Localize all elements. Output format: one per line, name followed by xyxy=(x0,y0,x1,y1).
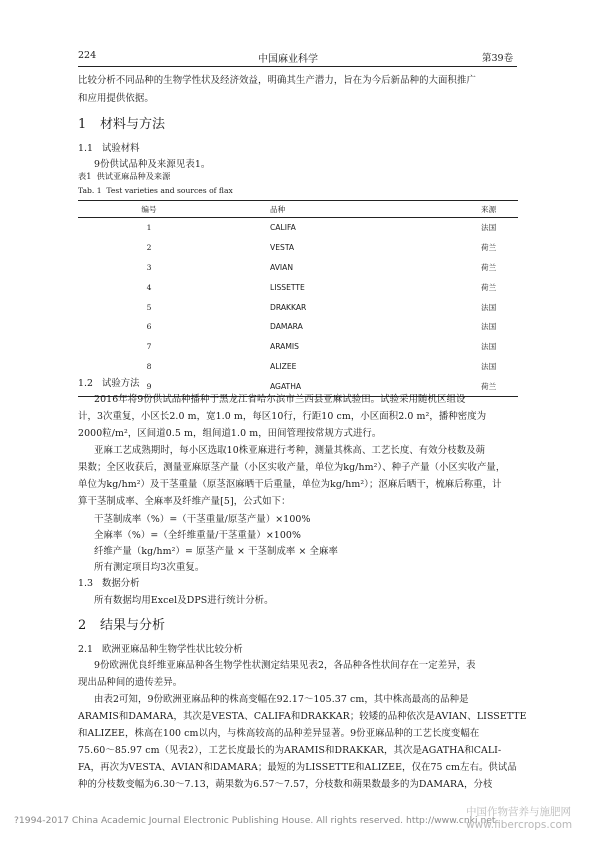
cell-source: 法国 xyxy=(481,322,497,332)
cell-number: 2 xyxy=(146,243,152,253)
repetition-note: 所有测定项目均3次重复。 xyxy=(94,562,205,573)
results-line-4: ARAMIS和DAMARA，其次是VESTA、CALIFA和DRAKKAR；较矮的品种依次是AVIAN、LISSETTE xyxy=(78,711,527,722)
analysis-text: 所有数据均用Excel及DPS进行统计分析。 xyxy=(94,595,274,606)
copyright-footer: ?1994-2017 China Academic Journal Electronic Publishing House. All rights reserved. http://www.cnki.net xyxy=(14,815,496,826)
table-row xyxy=(78,238,518,258)
cell-number: 1 xyxy=(146,223,152,233)
site-watermark xyxy=(466,806,572,832)
table-row xyxy=(78,277,518,297)
table-row xyxy=(78,218,518,238)
cell-number: 5 xyxy=(146,302,152,312)
formula-fiber-rate: 全麻率（%）=（全纤维重量/干茎重量）×100% xyxy=(94,530,301,541)
table-caption-cn xyxy=(78,171,170,182)
subsection-2-1-heading xyxy=(78,641,243,655)
table-row xyxy=(78,357,518,377)
cell-variety: CALIFA xyxy=(270,223,296,233)
formula-dry-stem-rate: 干茎制成率（%）=（干茎重量/原茎产量）×100% xyxy=(94,514,311,525)
cell-number: 9 xyxy=(78,376,220,396)
cell-variety: DAMARA xyxy=(270,322,303,332)
watermark-cn: 中国作物营养与施肥网 xyxy=(466,806,571,818)
table-row xyxy=(78,317,518,337)
results-line-5: 和ALIZEE，株高在100 cm以内，与株高较高的品种差异显著。9份亚麻品种的工艺长度变幅在 xyxy=(78,728,480,739)
subsection-1-3-heading xyxy=(78,575,140,589)
volume-label: 第39卷 xyxy=(482,53,514,64)
results-line-7: FA，再次为VESTA、AVIAN和DAMARA；最短的为LISSETTE和ALIZEE，仅在75 cm左右。供试品 xyxy=(78,762,517,773)
results-line-6: 75.60～85.97 cm（见表2），工艺长度最长的为ARAMIS和DRAKKAR，其次是AGATHA和CALI- xyxy=(78,745,502,756)
cell-variety: AGATHA xyxy=(220,376,431,396)
intro-line-1: 比较分析不同品种的生物学性状及经济效益，明确其生产潜力，旨在为今后新品种的大面积推广 xyxy=(78,75,476,86)
section-number: 1 xyxy=(78,117,87,132)
cell-number: 8 xyxy=(146,361,152,371)
cell-source: 法国 xyxy=(481,302,497,312)
cell-source: 荷兰 xyxy=(481,262,497,272)
table-row xyxy=(78,297,518,317)
cell-number: 3 xyxy=(146,262,152,272)
formula-fiber-yield: 纤维产量（kg/hm²）= 原茎产量 × 干茎制成率 × 全麻率 xyxy=(94,546,338,557)
cell-source: 荷兰 xyxy=(481,282,497,292)
results-line-1: 9份欧洲优良纤维亚麻品种各生物学性状测定结果见表2，各品种各性状间存在一定差异，表 xyxy=(94,660,476,671)
table-row xyxy=(78,337,518,357)
method-line-2: 计，3次重复，小区长2.0 m，宽1.0 m，每区10行，行距10 cm，小区面积2.0 m²，播种密度为 xyxy=(78,411,487,422)
intro-line-2: 和应用提供依据。 xyxy=(78,93,154,104)
table-row xyxy=(78,258,518,278)
cell-number: 6 xyxy=(146,322,152,332)
cell-variety: AVIAN xyxy=(270,262,294,272)
section-title: 结果与分析 xyxy=(100,618,166,633)
section-number: 2 xyxy=(78,618,87,633)
cell-source: 法国 xyxy=(481,223,497,233)
varieties-table xyxy=(78,200,518,397)
subsection-title: 欧洲亚麻品种生物学性状比较分析 xyxy=(102,644,243,655)
cell-variety: ARAMIS xyxy=(270,342,299,352)
cell-number: 4 xyxy=(146,282,152,292)
method-line-3: 2000粒/m²，区间道0.5 m，组间道1.0 m，田间管理按常规方式进行。 xyxy=(78,428,382,439)
cell-variety: DRAKKAR xyxy=(270,302,307,312)
header-rule xyxy=(78,66,517,67)
column-header: 编号 xyxy=(78,201,220,218)
subsection-title: 数据分析 xyxy=(102,578,140,589)
subsection-1-1-heading xyxy=(78,140,140,154)
method-line-4: 亚麻工艺成熟期时，每小区选取10株亚麻进行考种，测量其株高、工艺长度、有效分枝数及蒴 xyxy=(94,445,486,456)
journal-title: 中国麻业科学 xyxy=(258,54,318,65)
subsection-number: 1.1 xyxy=(78,143,93,154)
table-title-cn: 供试亚麻品种及来源 xyxy=(96,171,171,181)
table-label-cn: 表1 xyxy=(78,171,92,181)
cell-number: 7 xyxy=(146,342,152,352)
watermark-url: www.fibercrops.com xyxy=(466,819,573,831)
table-title-en: Test varieties and sources of flax xyxy=(106,186,233,195)
cell-variety: LISSETTE xyxy=(270,282,305,292)
method-line-7: 算干茎制成率、全麻率及纤维产量[5]，公式如下： xyxy=(78,496,291,507)
subsection-number: 1.3 xyxy=(78,578,93,589)
results-line-8: 种的分枝数变幅为6.30～7.13，蒴果数为6.57～7.57，分枝数和蒴果数最多的为DAMARA，分枝 xyxy=(78,779,493,790)
cell-variety: VESTA xyxy=(270,243,295,253)
method-line-5: 果数；全区收获后，测量亚麻原茎产量（小区实收产量，单位为kg/hm²）、种子产量（小区实收产量， xyxy=(78,462,506,473)
column-header: 品种 xyxy=(220,201,431,218)
method-line-1: 2016年将9份供试品种播种于黑龙江省哈尔滨市兰西县亚麻试验田。试验采用随机区组设 xyxy=(94,394,466,405)
subsection-1-2-heading xyxy=(78,375,140,389)
section-2-heading xyxy=(78,614,165,633)
subsection-number: 1.2 xyxy=(78,378,93,389)
cell-source: 荷兰 xyxy=(431,376,518,396)
table-caption-en xyxy=(78,186,233,195)
results-line-2: 现出品种间的遗传差异。 xyxy=(78,677,183,688)
subsection-title: 试验方法 xyxy=(102,378,140,389)
section-1-heading xyxy=(78,113,165,132)
method-line-6: 单位为kg/hm²）及干茎重量（原茎沤麻晒干后重量，单位为kg/hm²）；沤麻后晒干，梳麻后称重，计 xyxy=(78,479,502,490)
results-line-3: 由表2可知，9份欧洲亚麻品种的株高变幅在92.17～105.37 cm，其中株高最高的品种是 xyxy=(94,694,469,705)
materials-text: 9份供试品种及来源见表1。 xyxy=(94,159,211,170)
subsection-number: 2.1 xyxy=(78,644,93,655)
cell-source: 法国 xyxy=(481,361,497,371)
table-label-en: Tab. 1 xyxy=(78,186,102,195)
subsection-title: 试验材料 xyxy=(102,143,140,154)
page-number: 224 xyxy=(78,50,97,61)
section-title: 材料与方法 xyxy=(100,117,166,132)
column-header: 来源 xyxy=(431,201,518,218)
cell-source: 荷兰 xyxy=(481,243,497,253)
cell-source: 法国 xyxy=(481,342,497,352)
table-header-row xyxy=(78,201,518,218)
cell-variety: ALIZEE xyxy=(270,361,297,371)
